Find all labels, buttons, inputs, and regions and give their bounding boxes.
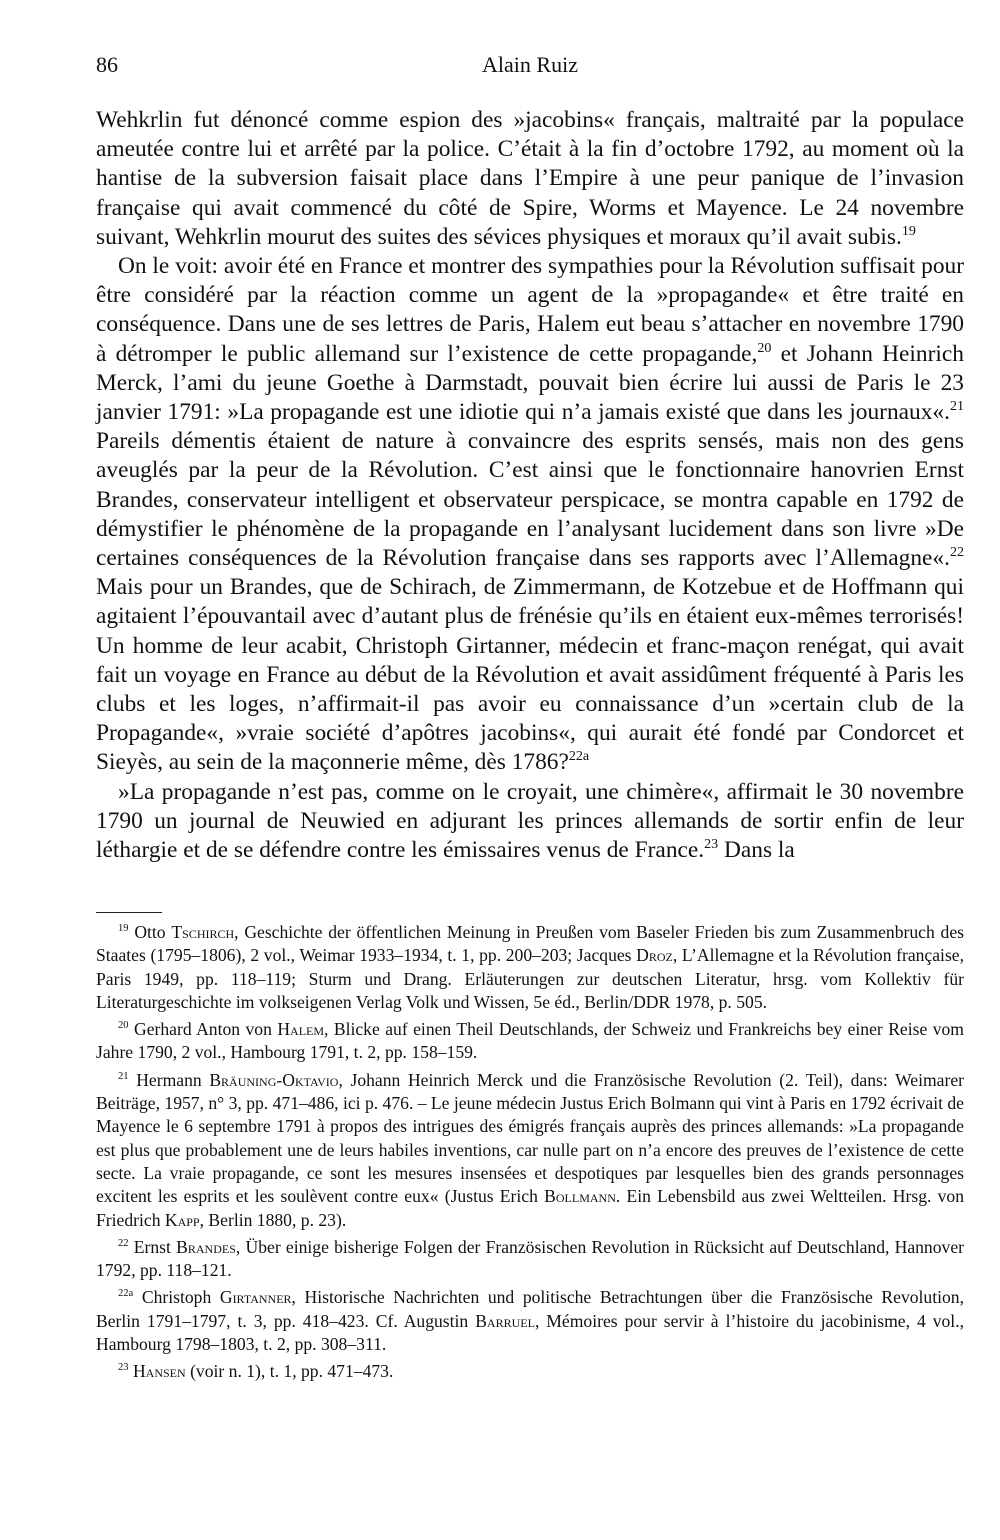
- footnote-text: , Historische Nachrichten und politische Betrachtungen über die Französische Revolution, Berlin 1791–1797, t. 3, pp. 418–423. Cf. Augustin: [96, 1287, 964, 1331]
- paragraph-text: Mais pour un Brandes, que de Schirach, de Zimmermann, de Kotzebue et de Hoffmann qui agitaient l’épouvantail avec d’autant plus de frénésie qu’ils en étaient eux-mêmes terrorisés! Un homme de leur acabit, Christoph Girtanner, médecin et franc-maçon renégat, qui avait fait un voyage en France au début de la Révolution et avait assidûment fréquenté à Paris les clubs et les loges, n’affirmait-il pas avoir eu connaissance d’un »certain club de la Propagande«, »vraie société d’apôtres jacobins«, qui aurait été fondé par Condorcet et Sieyès, au sein de la maçonnerie même, dès 1786?: [96, 574, 964, 776]
- footnote-text: , Berlin 1880, p. 23).: [199, 1209, 347, 1230]
- footnote-number: 19: [118, 923, 129, 935]
- author-name: Halem: [277, 1019, 325, 1040]
- footnote-22a: [96, 1286, 964, 1356]
- paragraph-text: Dans la: [718, 837, 795, 864]
- author-name: Barruel: [475, 1310, 535, 1331]
- footnote-ref: 19: [901, 223, 916, 240]
- author-name: Brandes: [176, 1236, 236, 1257]
- page-header: [96, 52, 964, 86]
- footnote-number: 23: [118, 1362, 129, 1374]
- running-head: Alain Ruiz: [482, 52, 578, 77]
- author-name: Bräuning-Oktavio: [209, 1069, 339, 1090]
- footnote-number: 22a: [118, 1288, 134, 1300]
- main-text: [96, 106, 964, 865]
- author-name: Bollmann: [544, 1186, 616, 1207]
- page-number: 86: [96, 52, 118, 77]
- paragraph-text: Pareils démentis étaient de nature à convaincre des esprits sensés, mais non des gens aveuglés par la peur de la Révolution. C’est ainsi que le fonctionnaire hanovrien Ernst Brandes, conservateur intelligent et observateur perspicace, se montra capable en 1792 de démystifier le phénomène de la propagande en l’analysant lucidement dans son livre »De certaines conséquences de la Révolution française dans ses rapports avec l’Allemagne«.: [96, 428, 964, 572]
- author-name: Girtanner: [219, 1287, 292, 1308]
- footnote-ref: 22a: [568, 748, 590, 765]
- footnote-ref: 23: [704, 836, 719, 853]
- paragraph-1: [96, 106, 964, 252]
- paragraph-2: [96, 252, 964, 778]
- footnote-number: 20: [118, 1020, 129, 1032]
- author-name: Tschirch: [171, 922, 235, 942]
- author-name: Kapp: [164, 1209, 200, 1230]
- footnote-text: Christoph: [141, 1287, 220, 1308]
- paragraph-text: Wehkrlin fut dénoncé comme espion des »jacobins« français, maltraité par la populace ameutée contre lui et arrêté par la police. C’était à la fin d’octobre 1792, au moment où la hantise de la subversion faisait place dans l’Empire à une peur panique de l’invasion française qui avait commencé du côté de Spire, Worms et Mayence. Le 24 novembre suivant, Wehkrlin mourut des suites des sévices physiques et moraux qu’il avait subis.: [96, 107, 964, 250]
- footnote-23: [96, 1360, 964, 1383]
- author-name: Hansen: [132, 1361, 186, 1382]
- footnote-19: [96, 921, 964, 1014]
- footnote-text: Ernst: [133, 1236, 177, 1257]
- footnote-text: (voir n. 1), t. 1, pp. 471–473.: [185, 1361, 394, 1382]
- footnote-divider: [96, 912, 162, 913]
- paragraph-text: On le voit: avoir été en France et montrer des sympathies pour la Révolution suffisait pour être considéré par la réaction comme un agent de la »propagande« et être traité en conséquence. Dans une de ses lettres de Paris, Halem eut beau s’attacher en novembre 1790 à détromper le public allemand sur l’existence de cette propagande,: [96, 253, 964, 367]
- footnote-20: [96, 1018, 964, 1065]
- footnote-ref: 22: [949, 544, 964, 561]
- footnote-21: [96, 1069, 964, 1232]
- footnote-text: Otto: [134, 922, 172, 942]
- footnote-number: 22: [118, 1238, 129, 1249]
- footnote-text: , Blicke auf einen Theil Deutschlands, der Schweiz und Frankreichs bey einer Reise vom Jahre 1790, 2 vol., Hambourg 1791, t. 2, pp. 158–159.: [96, 1019, 964, 1063]
- paragraph-3: [96, 778, 964, 866]
- footnote-text: , Über einige bisherige Folgen der Französischen Revolution in Rücksicht auf Deutschland, Hannover 1792, pp. 118–121.: [96, 1236, 964, 1281]
- footnote-text: , Johann Heinrich Merck und die Französische Revolution (2. Teil), dans: Weimarer Beiträge, 1957, n° 3, pp. 471–486, ici p. 476. – Le jeune médecin Justus Erich Bolmann qui vint à Paris en 1792 écrivait de Mayence le 6 septembre 1791 à propos des intrigues des émigrés français auprès des princes allemands: »La propagande est plus que probablement une de leurs habiles inventions, car nulle part on n’a encore des preuves de l’existence de cette secte. La vraie propagande, ce sont les mesures insensées et despotiques par lesquelles bien des grands personnages excitent les esprits et les soulèvent contre eux« (Justus Erich: [96, 1069, 964, 1207]
- footnote-text: Gerhard Anton von: [133, 1019, 278, 1040]
- footnote-text: , Mémoires pour servir à l’histoire du jacobinisme, 4 vol., Hambourg 1798–1803, t. 2, pp. 308–311.: [96, 1310, 964, 1355]
- footnote-number: 21: [118, 1070, 129, 1082]
- footnote-text: Hermann: [136, 1069, 210, 1090]
- paragraph-text: »La propagande n’est pas, comme on le croyait, une chimère«, affirmait le 30 novembre 1790 un journal de Neuwied en adjurant les princes allemands de sortir enfin de leur léthargie et de se défendre contre les émissaires venus de France.: [96, 778, 964, 864]
- footnote-22: [96, 1236, 964, 1283]
- footnote-text: , Geschichte der öffentlichen Meinung in Preußen vom Baseler Frieden bis zum Zusammenbruch des Staates (1795–1806), 2 vol., Weimar 1933–1934, t. 1, pp. 200–203; Jacques: [96, 922, 964, 966]
- author-name: Droz: [636, 945, 673, 966]
- paragraph-text: et Johann Heinrich Merck, l’ami du jeune Goethe à Darmstadt, pouvait bien écrire lui aussi de Paris le 23 janvier 1791: »La propagande est une idiotie qui n’a jamais existé que dans les journaux«.: [96, 340, 964, 426]
- footnote-ref: 21: [949, 398, 964, 415]
- footnotes: [96, 921, 964, 1388]
- footnote-ref: 20: [757, 339, 772, 356]
- footnote-text: , L’Allemagne et la Révolution française, Paris 1949, pp. 118–119; Sturm und Drang. Erläuterungen zur deutschen Literatur, hrsg. vom Kollektiv für Literaturgeschichte im volkseigenen Verlag Volk und Wissen, 5e éd., Berlin/DDR 1978, p. 505.: [96, 945, 964, 1012]
- footnote-text: . Ein Lebensbild aus zwei Weltteilen. Hrsg. von Friedrich: [96, 1186, 964, 1230]
